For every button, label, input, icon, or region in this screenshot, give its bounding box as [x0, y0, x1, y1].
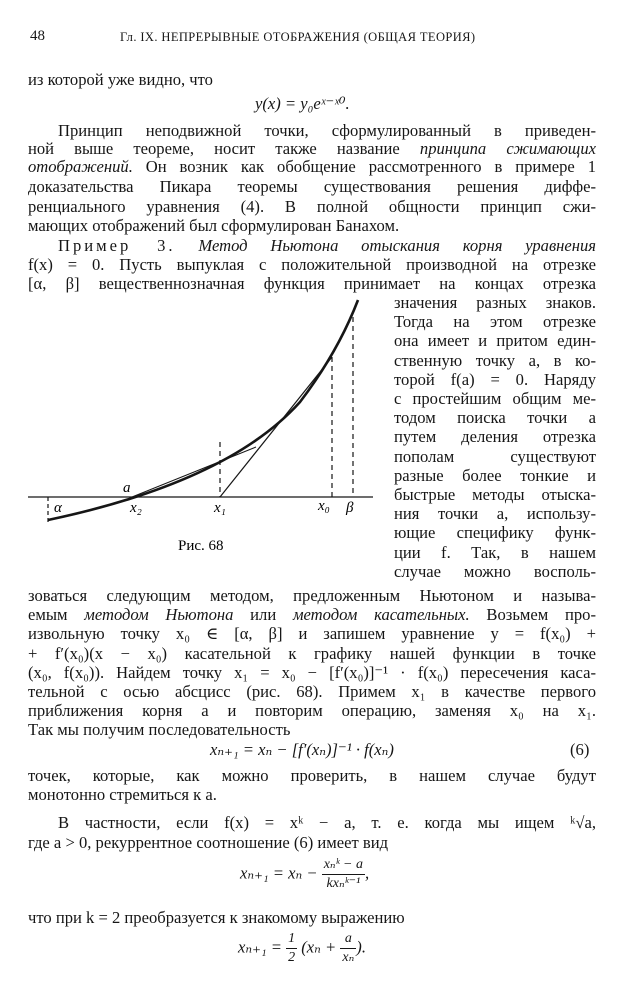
wrapped-line: тодом поиска точки a: [394, 408, 596, 428]
wrapped-line: случае можно восполь-: [394, 561, 596, 581]
label-x2: x₂: [130, 500, 142, 516]
example3-line25: приближения корня a и повторим операцию, заменяя x₀ на x₁.: [28, 701, 596, 720]
example3-title: Метод Ньютона отыскания корня уравнения: [198, 236, 596, 255]
equation-root-k-tail: ,: [365, 863, 370, 883]
particular-line3: что при k = 2 преобразуется к знакомому выражению: [28, 908, 405, 927]
wrapped-line: пополам существуют: [394, 446, 596, 466]
example3-line23: (x₀, f(x₀)). Найдем точку x₁ = x₀ − [f′(x₀)]⁻¹ · f(x₀) пересечения каса-: [28, 663, 596, 682]
wrapped-line: Тогда на этом отрезке: [394, 312, 596, 332]
label-x1: x₁: [214, 500, 226, 516]
example3-line24: тельной с осью абсцисс (рис. 68). Примем x₁ в качестве первого: [28, 682, 596, 701]
example3-line21: извольную точку x₀ ∈ [α, β] и запишем уравнение y = f(x₀) +: [28, 624, 596, 643]
wrapped-line: ния точки a, использу-: [394, 504, 596, 524]
figure-68: [28, 292, 378, 562]
wrapped-line: ющие специфику функ-: [394, 523, 596, 543]
equation-root-k-lhs: xₙ₊₁ = xₙ −: [240, 863, 318, 883]
para1-line6: мающих отображений был сформулирован Банахом.: [28, 216, 400, 235]
equation-6-number: (6): [570, 740, 590, 759]
para1-line3-text: Он возник как обобщение рассмотренного в примере 1: [145, 157, 596, 176]
example3-heading: Пример 3.: [58, 236, 176, 255]
equation-root-k-denominator: kxₙᵏ⁻¹: [326, 876, 361, 891]
equation-k2-close: ).: [356, 937, 366, 957]
equation-6: xₙ₊₁ = xₙ − [f′(xₙ)]⁻¹ · f(xₙ): [210, 740, 394, 759]
wrapped-line: быстрые методы отыска-: [394, 485, 596, 504]
equation-k2-half-num: 1: [286, 930, 297, 949]
running-title: Гл. IX. НЕПРЕРЫВНЫЕ ОТОБРАЖЕНИЯ (ОБЩАЯ ТЕОРИЯ): [120, 30, 476, 44]
wrapped-line: торой f(a) = 0. Наряду: [394, 369, 596, 389]
equation-k2-half-den: 2: [288, 950, 296, 965]
label-alpha: α: [54, 500, 62, 516]
equation-k2-frac-num: a: [340, 930, 356, 949]
figure-caption: Рис. 68: [178, 538, 224, 554]
equation-k2-frac-den: xₙ: [342, 950, 355, 965]
example3-line27: точек, которые, как можно проверить, в нашем случае будут: [28, 766, 596, 785]
tangent-at-x1: [132, 447, 256, 497]
equation-k2-lhs: xₙ₊₁ =: [238, 937, 282, 957]
term-tangent-method: методом касательных.: [292, 605, 470, 624]
para1-line2-text: ной выше теореме, носит также название: [28, 139, 400, 158]
para1-line3: [28, 157, 596, 177]
example3-line28: монотонно стремиться к a.: [28, 785, 217, 804]
wrapped-line: она имеет и притом един-: [394, 331, 596, 351]
para1-line4: доказательства Пикара теоремы существования решения диффе-: [28, 177, 596, 196]
intro-equation: y(x) = y₀eˣ⁻ˣ⁰.: [255, 94, 350, 113]
wrapped-line: ственную точку a, в ко-: [394, 350, 596, 370]
para1-line5: ренциального уравнения (4). В полной общности принцип сжи-: [28, 197, 596, 216]
example3-line3: [α, β] вещественнозначная функция принимает на концах отрезка: [28, 274, 596, 293]
para1-term-mappings: отображений.: [28, 157, 133, 176]
page-header: [30, 28, 533, 48]
equation-k2-half: [286, 930, 297, 967]
label-a: a: [123, 480, 131, 496]
example3-line19: зоваться следующим методом, предложенным Ньютоном и называ-: [28, 586, 596, 605]
function-curve: [48, 300, 358, 520]
equation-k2-fraction: [340, 930, 356, 967]
equation-k2: [238, 930, 366, 967]
para1-term-contraction: принципа сжимающих: [419, 139, 596, 158]
wrapped-line: разные более тонкие и: [394, 465, 596, 485]
label-x0: x₀: [318, 498, 330, 514]
term-newton-method: методом Ньютона: [84, 605, 234, 624]
particular-line1: В частности, если f(x) = xᵏ − a, т. е. когда мы ищем ᵏ√a,: [58, 813, 596, 832]
example3-line26: Так мы получим последовательность: [28, 720, 291, 739]
para1-line2: [28, 139, 596, 159]
equation-root-k: [240, 856, 369, 893]
equation-root-k-fraction: [322, 856, 365, 893]
equation-root-k-numerator: xₙᵏ − a: [322, 856, 365, 875]
example3-line20: [28, 605, 596, 625]
example3-line22: + f′(x₀)(x − x₀) касательной к графику нашей функции в точке: [28, 644, 596, 663]
example3-line20-a: емым: [28, 605, 68, 624]
example3-line1: [58, 236, 596, 256]
wrapped-line: путем деления отрезка: [394, 427, 596, 447]
para1-line1: Принцип неподвижной точки, сформулированный в приведен-: [58, 121, 596, 140]
particular-line2: где a > 0, рекуррентное соотношение (6) имеет вид: [28, 833, 389, 852]
example3-line2: f(x) = 0. Пусть выпуклая с положительной производной на отрезке: [28, 255, 596, 274]
wrapped-line: ции f. Так, в нашем: [394, 542, 596, 562]
wrapped-line: значения разных знаков.: [394, 293, 596, 312]
tangent-at-x0: [220, 357, 332, 497]
page-number: 48: [30, 28, 45, 44]
label-beta: β: [346, 500, 354, 516]
intro-line: из которой уже видно, что: [28, 70, 213, 89]
example3-line20-e: Возьмем про-: [486, 605, 596, 624]
wrapped-line: с простейшим общим ме-: [394, 389, 596, 408]
example3-line20-c: или: [250, 605, 277, 624]
equation-k2-open: (xₙ +: [301, 937, 337, 957]
